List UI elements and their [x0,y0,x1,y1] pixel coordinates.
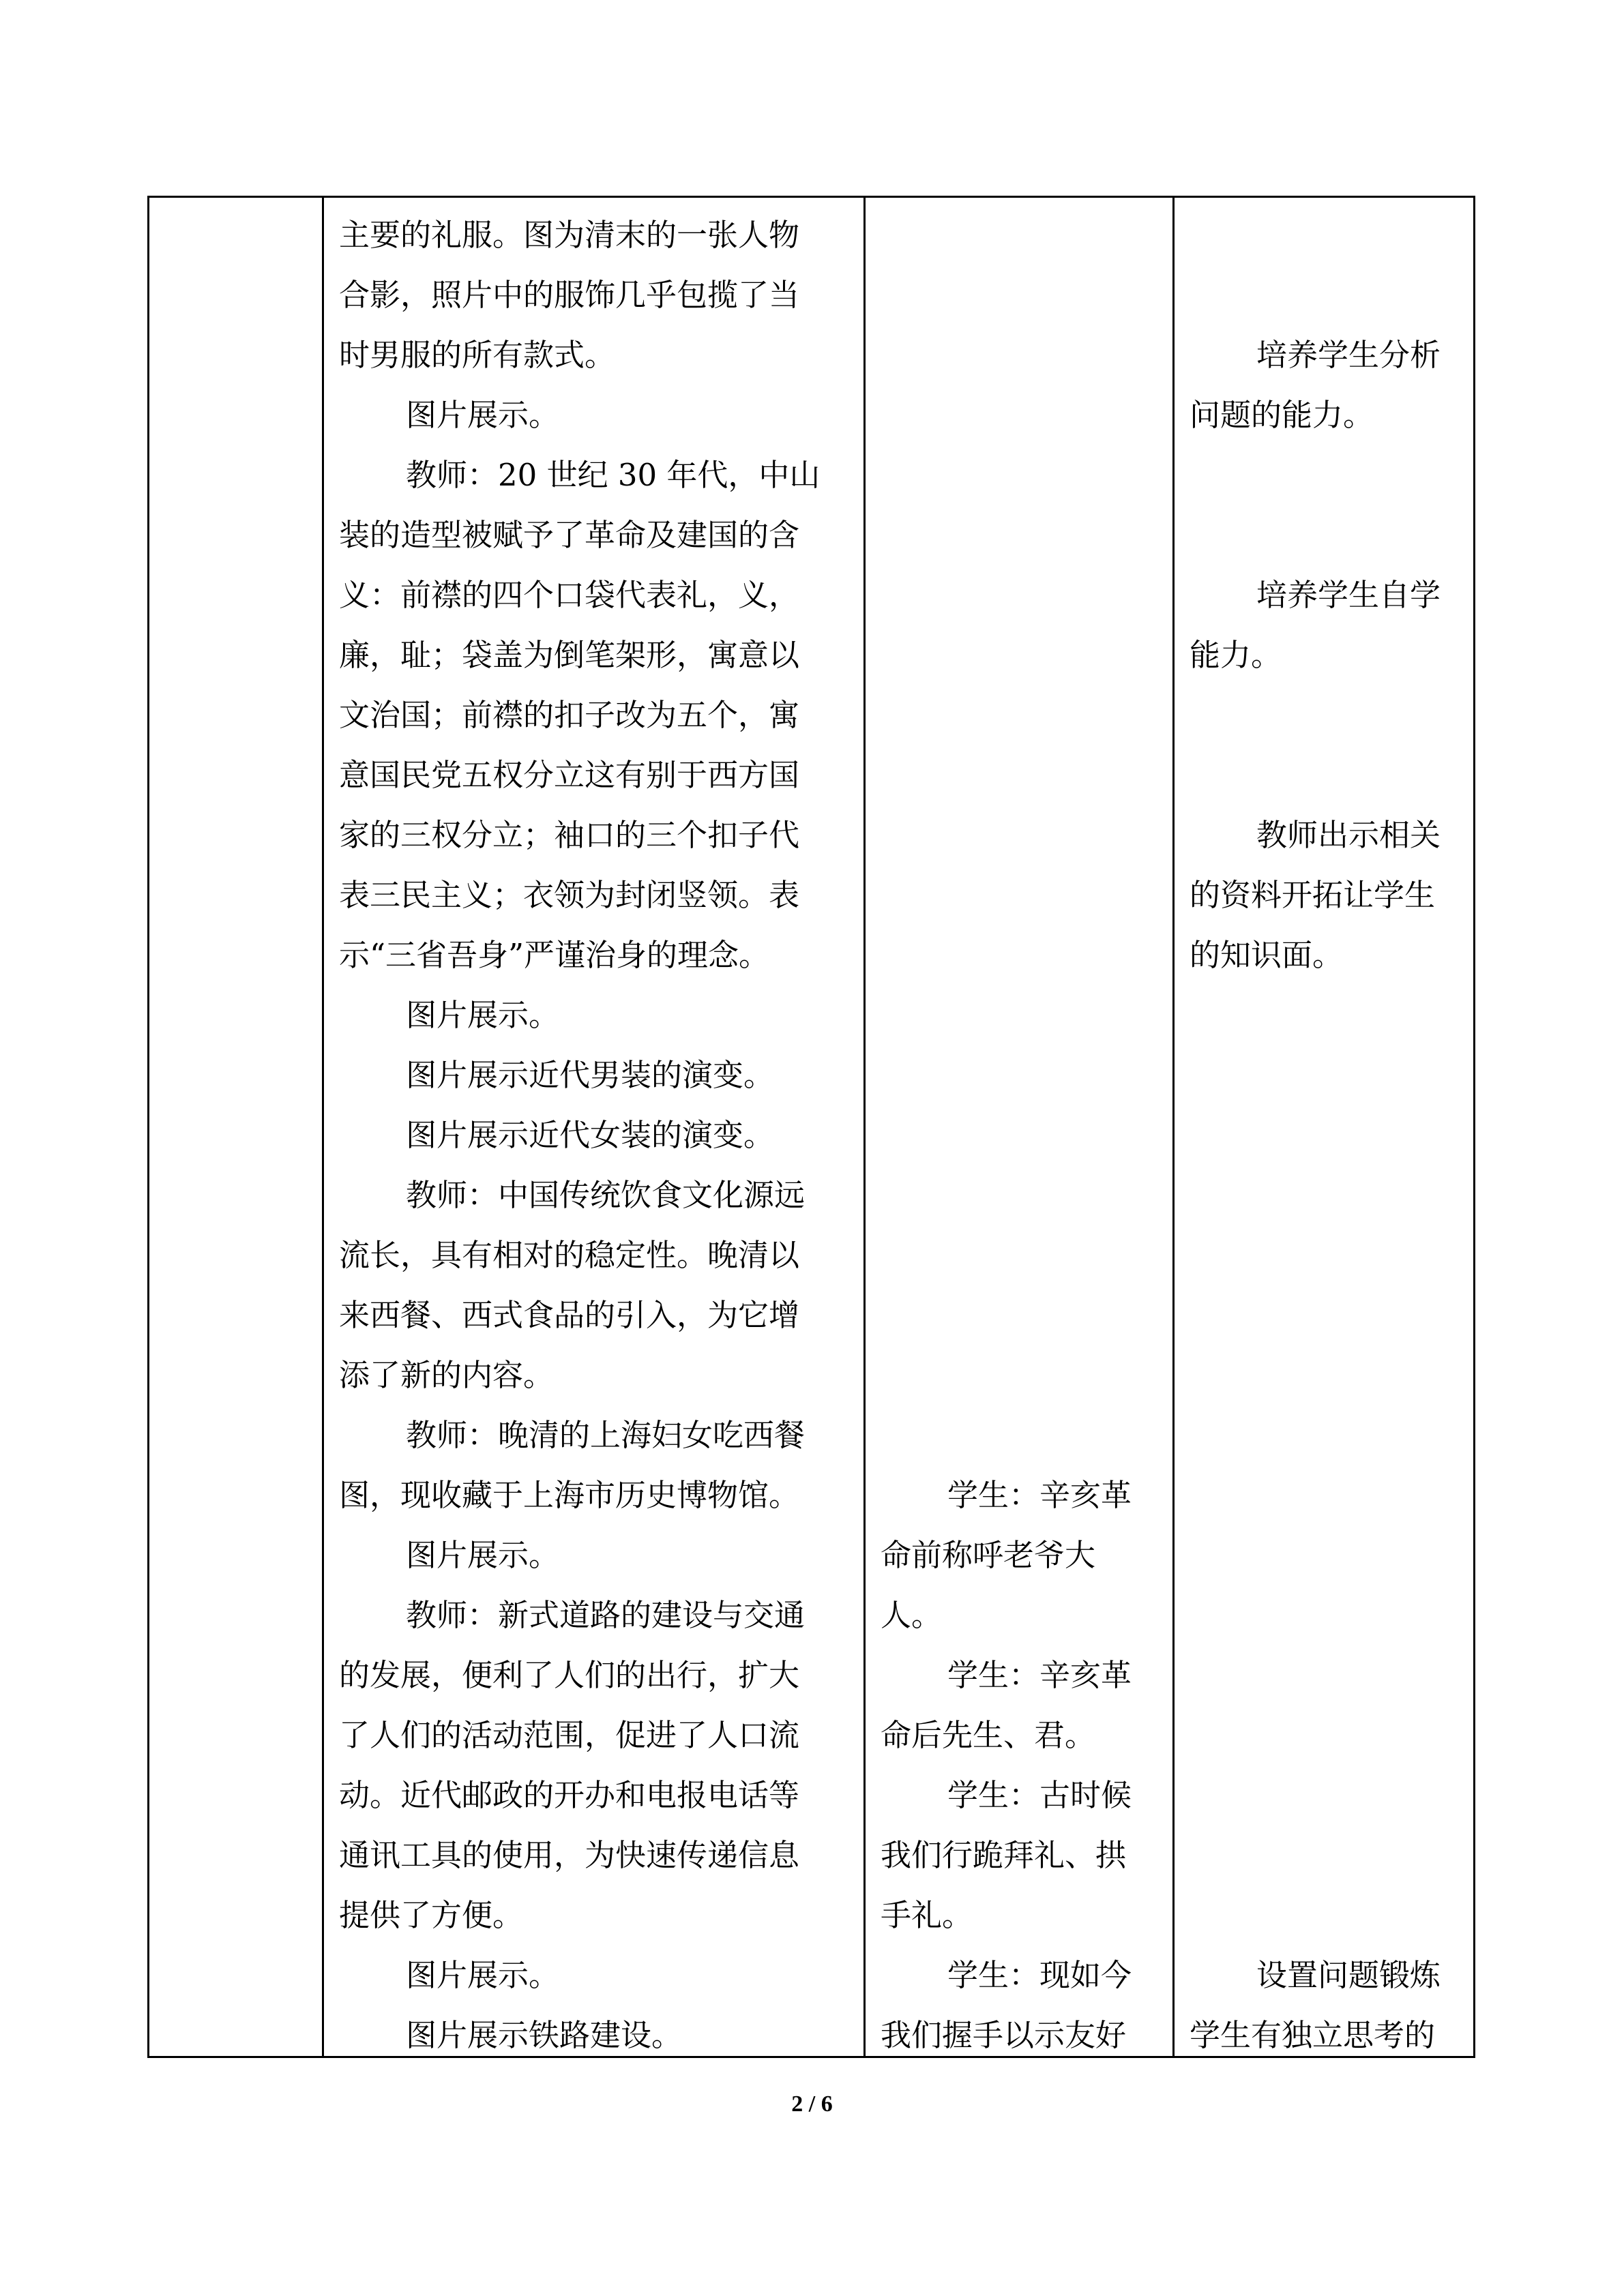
text-line: 主要的礼服。图为清末的一张人物 [339,217,800,253]
text-line: 图片展示。 [406,1957,560,1993]
text-line: 了人们的活动范围，促进了人口流 [339,1717,800,1753]
text-line: 图片展示近代女装的演变。 [406,1117,775,1153]
text-line: 动。近代邮政的开办和电报电话等 [339,1777,800,1813]
text-line: 问题的能力。 [1190,397,1374,433]
design-intent-group [1190,805,1476,985]
text-line: 培养学生自学 [1256,577,1441,613]
text-line: 人。 [881,1597,943,1633]
text-line: 图片展示铁路建设。 [406,2017,683,2053]
lesson-plan-table [147,196,1475,2058]
text-line: 通讯工具的使用，为快速传递信息 [339,1837,800,1873]
text-line: 教师：新式道路的建设与交通 [406,1597,806,1633]
text-line: 的发展，便利了人们的出行，扩大 [339,1657,800,1693]
text-line: 表三民主义；衣领为封闭竖领。表 [339,877,800,913]
column-divider-2 [863,198,866,2056]
design-intent-group [1190,1945,1476,2066]
text-line: 教师：中国传统饮食文化源远 [406,1177,806,1213]
design-intent-group [1190,565,1476,685]
text-line: 图片展示。 [406,397,560,433]
column-divider-1 [322,198,324,2056]
text-line: 图，现收藏于上海市历史博物馆。 [339,1477,800,1513]
column-divider-3 [1172,198,1175,2056]
text-line: 的资料开拓让学生 [1190,877,1436,913]
text-line: 文治国；前襟的扣子改为五个，寓 [339,697,800,733]
design-intent-group [1190,325,1476,445]
text-line: 图片展示近代男装的演变。 [406,1057,775,1093]
text-line: 学生：辛亥革 [947,1477,1132,1513]
text-line: 学生有独立思考的 [1190,2017,1436,2053]
text-line: 家的三权分立；袖口的三个扣子代 [339,817,800,853]
text-line: 廉，耻；袋盖为倒笔架形，寓意以 [339,637,800,673]
teaching-process-cell [339,205,857,2066]
text-line: 学生：古时候 [947,1777,1132,1813]
text-line: 命后先生、君。 [881,1717,1096,1753]
student-activity-text [881,1465,1170,2066]
text-line: 能力。 [1190,637,1282,673]
teaching-process-text [339,205,857,2066]
text-line: 手礼。 [881,1897,973,1933]
text-line: 图片展示。 [406,997,560,1033]
text-line: 提供了方便。 [339,1897,524,1933]
text-line: 来西餐、西式食品的引入，为它增 [339,1297,800,1333]
text-line: 我们行跪拜礼、拱 [881,1837,1127,1873]
text-line: 培养学生分析 [1256,337,1441,373]
text-line: 设置问题锻炼 [1256,1957,1441,1993]
text-line: 教师出示相关 [1256,817,1441,853]
student-activity-cell [881,1465,1170,2066]
text-line: 示“三省吾身”严谨治身的理念。 [339,937,770,973]
text-line: 图片展示。 [406,1537,560,1573]
text-line: 教师：20 世纪 30 年代，中山 [406,457,821,493]
text-line: 的知识面。 [1190,937,1344,973]
text-line: 学生：辛亥革 [947,1657,1132,1693]
text-line: 教师：晚清的上海妇女吃西餐 [406,1417,806,1453]
text-line: 装的造型被赋予了革命及建国的含 [339,517,800,553]
text-line: 义：前襟的四个口袋代表礼，义， [339,577,800,613]
text-line: 学生：现如今 [947,1957,1132,1993]
text-line: 意国民党五权分立这有别于西方国 [339,757,800,793]
text-line: 流长，具有相对的稳定性。晚清以 [339,1237,800,1273]
text-line: 添了新的内容。 [339,1357,555,1393]
design-intent-cell [1190,325,1476,2066]
page-number: 2 / 6 [791,2091,833,2117]
text-line: 我们握手以示友好 [881,2017,1127,2053]
text-line: 合影，照片中的服饰几乎包揽了当 [339,277,800,313]
text-line: 时男服的所有款式。 [339,337,616,373]
text-line: 命前称呼老爷大 [881,1537,1096,1573]
